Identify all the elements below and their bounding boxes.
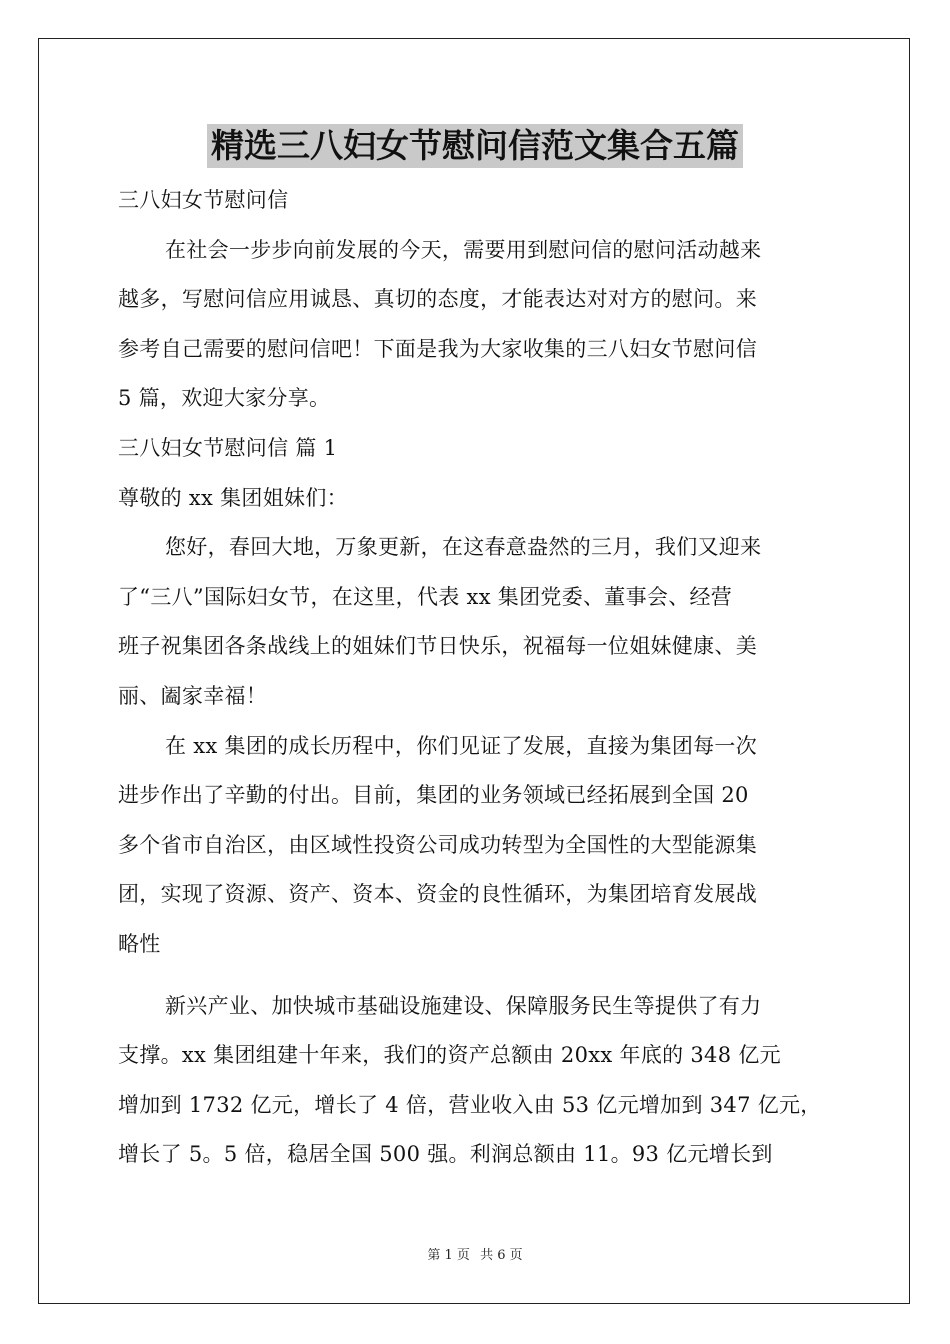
paragraph-line: 您好，春回大地，万象更新，在这春意盎然的三月，我们又迎来 <box>165 535 762 560</box>
document-title: 精选三八妇女节慰问信范文集合五篇 <box>207 124 743 168</box>
paragraph-line: 多个省市自治区，由区域性投资公司成功转型为全国性的大型能源集 <box>118 832 757 857</box>
paragraph-line: 新兴产业、加快城市基础设施建设、保障服务民生等提供了有力 <box>165 993 762 1018</box>
paragraph-line: 班子祝集团各条战线上的姐妹们节日快乐，祝福每一位姐妹健康、美 <box>118 634 757 659</box>
section-heading: 三八妇女节慰问信 <box>118 188 289 212</box>
salutation: 尊敬的 xx 集团姐妹们： <box>118 485 348 510</box>
paragraph-line: 在 xx 集团的成长历程中，你们见证了发展，直接为集团每一次 <box>165 733 758 758</box>
paragraph-line: 丽、阖家幸福！ <box>118 683 268 708</box>
paragraph-line: 进步作出了辛勤的付出。目前，集团的业务领域已经拓展到全国 20 <box>118 783 749 808</box>
paragraph-line: 增加到 1732 亿元，增长了 4 倍，营业收入由 53 亿元增加到 347 亿元， <box>118 1092 822 1117</box>
title-container <box>0 124 950 168</box>
section-heading: 三八妇女节慰问信 篇 1 <box>118 435 338 460</box>
paragraph-gap <box>118 970 836 982</box>
paragraph-line: 参考自己需要的慰问信吧！下面是我为大家收集的三八妇女节慰问信 <box>118 336 757 361</box>
page-footer <box>0 1244 950 1263</box>
paragraph-line: 在社会一步步向前发展的今天，需要用到慰问信的慰问活动越来 <box>165 237 762 262</box>
paragraph-line: 越多，写慰问信应用诚恳、真切的态度，才能表达对对方的慰问。来 <box>118 287 757 312</box>
paragraph-line: 5 篇，欢迎大家分享。 <box>118 386 331 411</box>
page-number: 第 1 页 <box>427 1248 470 1263</box>
paragraph-line: 增长了 5。5 倍，稳居全国 500 强。利润总额由 11。93 亿元增长到 <box>118 1142 773 1167</box>
page-total: 共 6 页 <box>480 1248 523 1263</box>
document-body <box>118 176 836 1180</box>
paragraph-line: 略性 <box>118 931 161 956</box>
paragraph-line: 支撑。xx 集团组建十年来，我们的资产总额由 20xx 年底的 348 亿元 <box>118 1043 781 1068</box>
paragraph-line: 团，实现了资源、资产、资本、资金的良性循环，为集团培育发展战 <box>118 882 757 907</box>
paragraph-line: 了“三八”国际妇女节，在这里，代表 xx 集团党委、董事会、经营 <box>118 584 733 609</box>
